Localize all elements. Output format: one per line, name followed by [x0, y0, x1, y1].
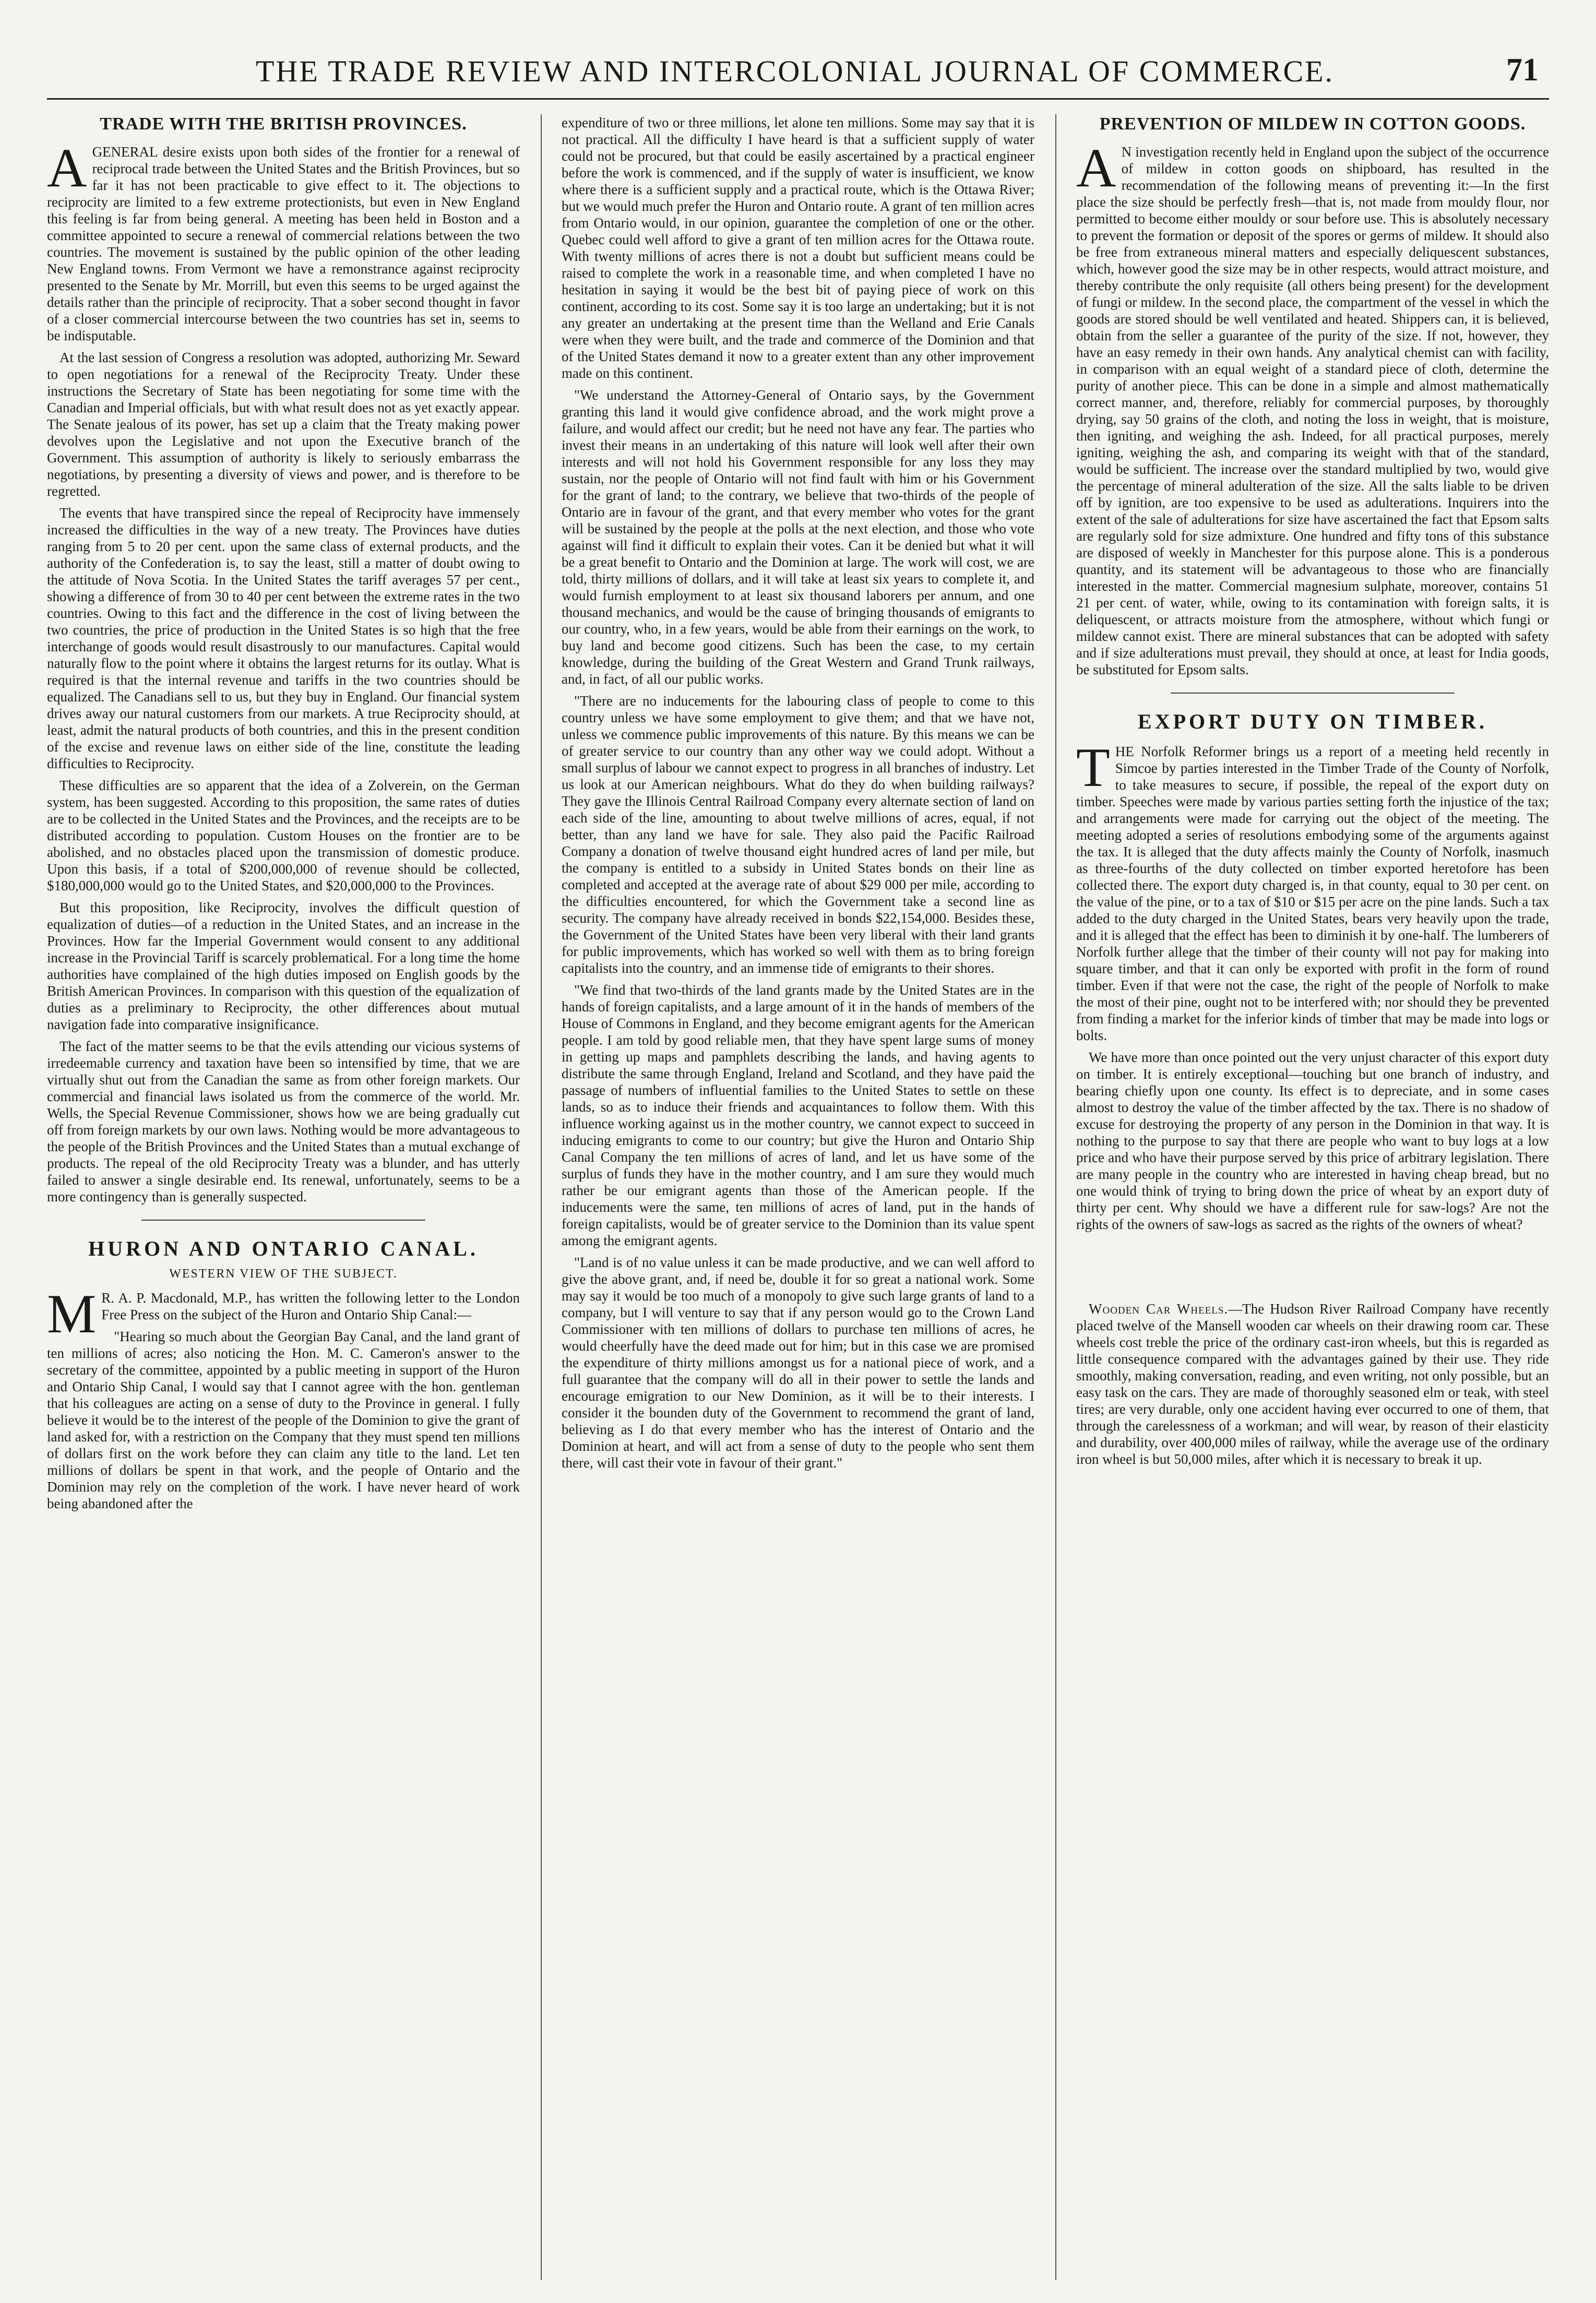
article-export-duty-on-timber	[1076, 709, 1549, 1233]
article-huron-ontario-canal-continued	[562, 114, 1034, 1471]
article-paragraph: These difficulties are so apparent that the idea of a Zolverein, on the German system, has been suggested. According to this proposition, the same rates of duties are to be collected in the United States and the Provinces, and the receipts are to be distributed according to population. Custom Houses on the frontier are to be abolished, and no obstacles placed upon the transmission of domestic produce. Upon this basis, if a total of $200,000,000 of revenue should be collected, $180,000,000 would go to the United States, and $20,000,000 to the Provinces.	[47, 778, 520, 893]
article-paragraph: "We find that two-thirds of the land grants made by the United States are in the hands of foreign capitalists, and a large amount of it in the hands of members of the House of Commons in England, and they become emigrant agents for the American people. I am told by good reliable men, that they have spent large sums of money in getting up maps and pamphlets describing the lands, and having agents to distribute the same through England, Ireland and Scotland, and they have paid the passage of numbers of influential families to the United States to settle on these lands, so as to induce their friends and acquaintances to follow them. With this influence working against us in the mother country, we cannot expect to succeed in inducing emigrants to come to our country; but give the Huron and Ontario Ship Canal Company the ten millions of acres of land, and let us have some of the surplus of funds they have in the mother country, and I am sure they would much rather be our emigrant agents than those of the American people. If the inducements were the same, ten millions of acres of land, put in the hands of foreign capitalists, would be of greater service to the Dominion than its value spent among the emigrant agents.	[562, 982, 1034, 1248]
column-3	[1055, 114, 1549, 2280]
article-title: HURON AND ONTARIO CANAL.	[88, 1237, 479, 1260]
article-paragraph: "Land is of no value unless it can be made productive, and we can well afford to give the above grant, and, if need be, double it for so great a national work. Some may say it would be too much of a monopoly to give such large grants of land to a company, but I will venture to say that if any person would go to the Crown Land Commissioner with ten millions of dollars to purchase ten millions of acres, he would cheerfully have the deed made out for him; but in this case we are promised the expenditure of thirty millions amongst us for a national piece of work, and a full guarantee that the company will do all in their power to settle the lands and encourage emigration to our New Dominion, as it will be to their interests. I consider it the bounden duty of the Government to recommend the grant of land, believing as I do that every member who has the interest of Ontario and the Dominion at heart, and will act from a sense of duty to the people who sent them there, will cast their vote in favour of their grant."	[562, 1255, 1034, 1471]
article-paragraph: But this proposition, like Reciprocity, involves the difficult question of equalization of duties—of a reduction in the United States, and an increase in the Provinces. How far the Imperial Government would consent to any additional increase in the Provincial Tariff is scarcely problematical. For a long time the home authorities have complained of the high duties imposed on English goods by the British American Provinces. In comparison with this question of the equalization of duties as a preliminary to Reciprocity, the other differences about mutual navigation fade into comparative insignificance.	[47, 900, 520, 1032]
article-paragraph: The fact of the matter seems to be that the evils attending our vicious systems of irredeemable currency and taxation have been so intensified by time, that we are virtually shut out from the Canadian the same as from other foreign markets. Our commercial and financial laws isolated us from the commerce of the world. Mr. Wells, the Special Revenue Commissioner, shows how we are being gradually cut off from foreign markets by our own laws. Nothing would be more advantageous to the people of the British Provinces and the United States than a mutual exchange of products. The repeal of the old Reciprocity Treaty was a blunder, and has utterly failed to answer a single desirable end. Its renewal, unfortunately, seems to be a more contingency than is generally suspected.	[47, 1039, 520, 1204]
article-prevention-of-mildew	[1076, 114, 1549, 678]
column-1	[47, 114, 520, 2280]
article-paragraph: We have more than once pointed out the very unjust character of this export duty on timber. It is entirely exceptional—touching but one branch of industry, and bearing chiefly upon one county. Its effect is to depreciate, and in some cases almost to destroy the value of the timber affected by the tax. There is no shadow of excuse for destroying the property of any person in the Dominion in that way. It is nothing to the purpose to say that there are people who want to buy logs at a low price and who have their purpose served by this price of arbitrary legislation. There are many people in the country who are interested in having cheap bread, but no one would think of trying to bring down the price of wheat by an export duty of thirty per cent. Why should we have a different rule for saw-logs? Are not the rights of the owners of saw-logs as sacred as the rights of the owners of wheat?	[1076, 1049, 1549, 1232]
article-paragraph: expenditure of two or three millions, let alone ten millions. Some may say that it is not practical. All the difficulty I have heard is that a sufficient supply of water could not be procured, but that could be easily ascertained by a practical engineer before the work is commenced, and if the supply of water is insufficient, we know where there is a sufficient supply and a practical route, which is the Ottawa River; but we would much prefer the Huron and Ontario route. A grant of ten million acres from Ontario would, in our opinion, guarantee the completion of one or the other. Quebec could well afford to give a grant of ten million acres for the Ottawa route. With twenty millions of acres there is not a doubt but sufficient means could be raised to complete the work in a reasonable time, and when completed I have no hesitation in saying it would be the best bit of paying piece of work on this continent, according to its cost. Some say it is too large an undertaking; but it is not any greater an undertaking at the present time than the Welland and Erie Canals were when they were built, and the trade and commerce of the Dominion and that of the United States demand it now to a greater extent than any other improvement made on this continent.	[562, 115, 1034, 381]
column-2	[541, 114, 1034, 2280]
spacer	[1076, 1238, 1549, 1300]
article-paragraph: M R. A. P. Macdonald, M.P., has written the following letter to the London Free Press on the subject of the Huron and Ontario Ship Canal:—	[47, 1283, 520, 1344]
article-title: EXPORT DUTY ON TIMBER.	[1138, 710, 1487, 733]
article-wooden-car-wheels	[1076, 1300, 1549, 1467]
drop-cap: T	[1076, 737, 1110, 798]
run-in-heading: Wooden Car Wheels.	[1089, 1301, 1229, 1317]
article-huron-ontario-canal	[47, 1236, 520, 1512]
article-paragraph: A N investigation recently held in England upon the subject of the occurrence of mildew in cotton goods on shipboard, has resulted in the recommendation of the following means of preventing it:—In the first place the size should be perfectly fresh—that is, not made from mouldy flour, nor permitted to become either mouldy or sour before use. This is absolutely necessary to prevent the formation or deposit of the spores or germs of mildew. It should also be free from extraneous mineral matters and especially deliquescent substances, which, however good the size may be in other respects, would attract moisture, and thereby contribute the only requisite (all others being present) for the development of fungi or mildew. In the second place, the compartment of the vessel in which the goods are stored should be well ventilated and heated. Shippers can, it is believed, obtain from the seller a guarantee of the purity of the size. If not, however, they have an easy remedy in their own hands. Any analytical chemist can with facility, in comparison with an equal weight of a standard piece of cloth, determine the purity of another piece. This can be done in a simple and almost mathematically correct manner, and, therefore, reliably for commercial purposes, by thoroughly drying, say 50 grains of the cloth, and noting the loss in weight, that is moisture, then igniting, and weighing the ash. Indeed, for all practical purposes, merely igniting, weighing the ash, and comparing its weight with that of the standard, would be sufficient. The increase over the standard multiplied by two, would give the percentage of mineral adulteration of the size. All the salts liable to be driven off by ignition, are too expensive to be used as adulterations. Inquirers into the extent of the sale of adulterations for size have ascertained the fact that Epsom salts are regularly sold for size admixture. One hundred and fifty tons of this substance are disposed of weekly in Manchester for this purpose alone. This is a ponderous quantity, and its statement will be advantageous to those who are financially interested in the matter. Commercial magnesium sulphate, moreover, contains 51 21 per cent. of water, while, owing to its contamination with foreign salts, it is deliquescent, or attracts moisture from the atmosphere, without which fungi or mildew cannot exist. There are mineral substances that can be adopted with safety and if size adulterations must prevail, they should at once, at least for India goods, be substituted for Epsom salts.	[1076, 137, 1549, 677]
columns	[47, 114, 1549, 2280]
article-paragraph: At the last session of Congress a resolution was adopted, authorizing Mr. Seward to open negotiations for a renewal of the Reciprocity Treaty. Under these instructions the Secretary of State has been negotiating for some time with the Canadian and Imperial officials, but with what result does not as yet exactly appear. The Senate jealous of its power, has set up a claim that the Treaty making power devolves upon the Legislative and not upon the Executive branch of the Government. This assumption of authority is likely to seriously embarrass the negotiations, by presenting a diversity of views and power, and is therefore to be regretted.	[47, 350, 520, 499]
drop-cap: A	[47, 137, 87, 198]
article-paragraph: Wooden Car Wheels.—The Hudson River Railroad Company have recently placed twelve of the Mansell wooden car wheels on their drawing room car. These wheels cost treble the price of the ordinary cast-iron wheels, but this is regarded as little consequence compared with the advantages gained by their use. They ride smoothly, making conversation, reading, and even writing, not only possible, but an easy task on the cars. They are made of thoroughly seasoned elm or teak, with steel tires; are very durable, only one accident having ever occurred to one of them, that through the carelessness of a workman; and will wear, by reason of their elasticity and durability, over 400,000 miles of railway, while the average use of the ordinary iron wheel is but 50,000 miles, after which it is necessary to break it up.	[1076, 1301, 1549, 1467]
drop-cap: M	[47, 1283, 97, 1344]
article-paragraph: THE Norfolk Reformer brings us a report of a meeting held recently in Simcoe by parties interested in the Timber Trade of the County of Norfolk, to take measures to secure, if possible, the repeal of the export duty on timber. Speeches were made by various parties setting forth the injustice of the tax; and arrangements were made for carrying out the object of the meeting. The meeting adopted a series of resolutions embodying some of the arguments against the tax. It is alleged that the duty affects mainly the County of Norfolk, inasmuch as three-fourths of the duty collected on timber exported heretofore has been collected there. The export duty charged is, in that county, equal to 30 per cent. on the value of the pine, or to a tax of $10 or $15 per acre on the pine lands. Such a tax added to the duty charged in the United States, bears very heavily upon the trade, and it is alleged that the effect has been to diminish it by one-half. The lumberers of Norfolk further allege that the timber of their county will not pay for making into square timber, and that it can only be exported with profit in the form of round timber. Even if that were not the case, the right of the people of Norfolk to make the most of their pine, ought not to be interfered with; nor should they be prevented from finding a market for the inferior kinds of timber that may be made into logs or bolts.	[1076, 737, 1549, 1043]
drop-cap: A	[1076, 137, 1116, 198]
page-number: 71	[1506, 52, 1539, 88]
article-title: PREVENTION OF MILDEW IN COTTON GOODS.	[1099, 114, 1526, 134]
article-paragraph: AGENERAL desire exists upon both sides of the frontier for a renewal of reciprocal trade between the United States and the British Provinces, but so far it has not been practicable to give effect to it. The objections to reciprocity are limited to a few extreme protectionists, but even in New England this feeling is far from being general. A meeting has been held in Boston and a committee appointed to secure a renewal of commercial relations between the two countries. The movement is sustained by the public opinion of the other leading New England towns. From Vermont we have a remonstrance against reciprocity presented to the Senate by Mr. Morrill, but even this seems to be urged against the details rather than the principle of reciprocity. That a sober second thought in favor of a closer commercial intercourse between the two countries has set in, seems to be indisputable.	[47, 137, 520, 343]
article-paragraph: "We understand the Attorney-General of Ontario says, by the Government granting this land it would give confidence abroad, and the work might prove a failure, and would affect our credit; but he need not have any fear. The parties who invest their means in an undertaking of this nature will look well after their own interests and will not hold his Government responsible for any loss they may sustain, nor the people of Ontario will not find fault with him or his Government for the grant of land; to the contrary, we believe that two-thirds of the people of Ontario are in favour of the grant, and that every member who votes for the grant will be sustained by the people at the polls at the next election, and those who vote against will find it difficult to explain their votes. Can it be denied but what it will be a great benefit to Ontario and the Dominion at large. The work will cost, we are told, thirty millions of dollars, and it will take at least six years to complete it, and would furnish employment to at least six thousand laborers per annum, and one thousand mechanics, and would be the cause of bringing thousands of emigrants to our country, who, in a few years, would be able from their earnings on the work, to buy land and become good citizens. Such has been the case, to my certain knowledge, during the building of the Great Western and Grand Trunk railways, and, in fact, of all our public works.	[562, 387, 1034, 687]
section-divider	[141, 1220, 425, 1221]
article-subtitle: WESTERN VIEW OF THE SUBJECT.	[169, 1267, 398, 1281]
article-paragraph: The events that have transpired since the repeal of Reciprocity have immensely increased the difficulties in the way of a new treaty. The Provinces have duties ranging from 5 to 20 per cent. upon the same class of external products, and the authority of the Confederation is, to say the least, still a matter of doubt owing to the attitude of Nova Scotia. In the United States the tariff averages 57 per cent., showing a difference of from 30 to 40 per cent between the extreme rates in the two countries. Owing to this fact and the difference in the cost of living between the two countries, the price of production in the United States is so high that the free interchange of goods would result disastrously to our manufactures. Capital would naturally flow to the point where it obtains the largest returns for its outlay. What is required is that the internal revenue and tariffs in the two countries should be equalized. The Canadians sell to us, but they buy in England. Our financial system drives away our natural customers from our markets. A true Reciprocity should, at least, admit the natural products of both countries, and this in the present condition of the excise and revenue laws on either side of the line, constitute the leading difficulties to Reciprocity.	[47, 505, 520, 771]
article-title: TRADE WITH THE BRITISH PROVINCES.	[100, 114, 467, 134]
article-trade-british-provinces	[47, 114, 520, 1205]
page-header	[47, 31, 1549, 89]
section-divider	[1171, 693, 1455, 694]
header-rule	[47, 98, 1549, 100]
article-paragraph: "There are no inducements for the labouring class of people to come to this country unless we have some employment to give them; and that we have not, unless we commence public improvements of this nature. By this means we can be of greater service to our country than any other way we could adopt. Without a small surplus of labour we cannot expect to progress in all branches of industry. Let us look at our American neighbours. What do they do when building railways? They gave the Illinois Central Railroad Company every alternate section of land on each side of the line, amounting to about twelve millions of acres, equal, if not better, than any land we have for sale. They also paid the Pacific Railroad Company a donation of twelve thousand eight hundred acres of land per mile, but the company is entitled to a subsidy in United States bonds on their line as completed and accepted at the average rate of about $29 000 per mile, according to the difficulties encountered, for which the Government take a second line as security. The company have already received in bonds $22,154,000. Besides these, the Government of the United States have been very liberal with their land grants for public improvements, which has worked so well with them as to bring foreign capitalists into the country, and an immense tide of emigrants to their shores.	[562, 693, 1034, 976]
running-title: THE TRADE REVIEW AND INTERCOLONIAL JOURNAL OF COMMERCE.	[256, 54, 1335, 88]
article-paragraph: "Hearing so much about the Georgian Bay Canal, and the land grant of ten millions of acres; also noticing the Hon. M. C. Cameron's answer to the secretary of the committee, appointed by a public meeting in support of the Huron and Ontario Ship Canal, I would say that I cannot agree with the hon. gentleman that his colleagues are acting on a sense of duty to the Province in general. I fully believe it would be to the interest of the people of the Dominion to give the grant of land asked for, with a restriction on the Company that they must spend ten millions of dollars first on the work before they can claim any title to the land. Let ten millions of dollars be spent in that work, and the people of Ontario and the Dominion may rely on the completion of the work. I have never heard of work being abandoned after the	[47, 1329, 520, 1511]
